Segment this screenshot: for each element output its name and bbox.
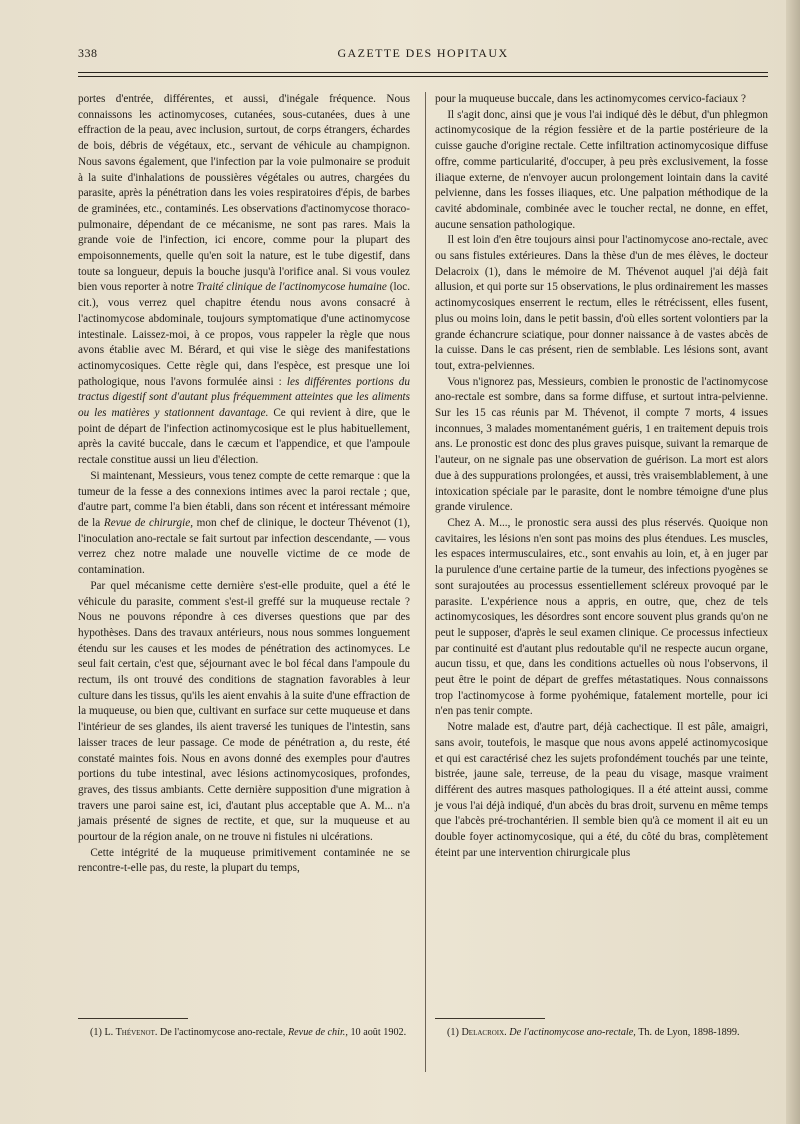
header-rule-thin (78, 76, 768, 77)
paragraph: Notre malade est, d'autre part, déjà cachectique. Il est pâle, amaigri, sans avoir, toutefois, le masque que nous avons appelé actinomycosique et qui est caractérisé chez les sujets profondément touchés par une teinte, bistrée, jaune sale, terreuse, de la peau du visage, masque vraiment différent des autres masques pathologiques. Il a été atteint aussi, comme je vous l'ai déjà indiqué, d'un abcès du bras droit, survenu en même temps que l'abcès pré-trochantérien. Il semble bien qu'à ce moment il ait eu un double foyer actinomycosique, qui a été, du côté du bras, complètement éteint par une intervention chirurgicale plus (435, 721, 768, 859)
paragraph: Par quel mécanisme cette dernière s'est-elle produite, quel a été le véhicule du parasite, comment s'est-il greffé sur la muqueuse rectale ? Nous ne pouvons répondre à ces diverses questions que par des hypothèses. Dans des travaux antérieurs, nous nous sommes longuement étendu sur les causes et les modes de pénétration des actinomyces. Le seul fait certain, c'est que, séjournant avec le bol fécal dans l'ampoule du rectum, ils ont trouvé des conditions de stagnation favorables à leur culture dans les tissus, qu'ils les aient envahis à la suite d'une effraction de la muqueuse, ou bien que, cultivant en surface sur cette muqueuse et dans l'intérieur de ses glandes, ils aient traversé les tuniques de l'intestin, sans laisser traces de leur passage. Ce mode de pénétration a, du reste, été constaté maintes fois. Nous en avons donné des exemples pour d'autres portions du tube intestinal, avec lésions actinomycosiques, profondes, graves, des tissus ambiants. Cette dernière supposition d'une migration à travers une paroi saine est, ici, d'autant plus acceptable que A. M... n'a jamais présenté de signes de rectite, et que, sur la muqueuse et au pourtour de la région anale, on ne trouve ni fistules ni ulcérations. (78, 579, 410, 844)
running-title: GAZETTE DES HOPITAUX (337, 46, 509, 60)
paragraph: Il s'agit donc, ainsi que je vous l'ai indiqué dès le début, d'un phlegmon actinomycosique de la région fessière et de la partie postérieure de la cuisse gauche d'origine rectale. Cette infiltration actinomycosique diffuse offre, comme particularité, d'occuper, à peu près exclusivement, la fosse iliaque externe, de n'envoyer aucun prolongement lointain dans la cavité pelvienne, dans les fosses iliaques, etc. Une palpation méthodique de la cavité abdominale, combinée avec le toucher rectal, ne donne, en effet, aucune sensation pathologique. (435, 108, 768, 231)
italic-title: Traité clinique de l'actinomycose humaine (196, 281, 387, 294)
paragraph: Chez A. M..., le pronostic sera aussi des plus réservés. Quoique non cavitaires, les lésions n'en sont pas moins des plus étendues. Les muscles, les espaces intermusculaires, etc., sont envahis au loin, et, à en juger par la purulence d'une certaine partie de la tumeur, des infections pyogènes se sont surajoutées au processus essentiellement scléreux provoqué par le parasite. L'expérience nous a appris, en outre, que, chez de tels actinomycosiques, les désordres sont encore souvent plus grands qu'on ne peut le supposer, d'après le seul examen clinique. Ce processus infectieux par continuité est d'autant plus redoutable qu'il ne respecte aucun organe, aucun tissu, et que, dans les conditions actuelles où nous l'observons, il peut être le point de départ de greffes métastatiques. Nous connaissons trop l'actinomycose à forme pyohémique, fatalement mortelle, pour ici n'en pas tenir compte. (435, 516, 768, 718)
column-divider (425, 92, 426, 1072)
footnote-rule-right (435, 1018, 545, 1019)
page-spine-shadow (786, 0, 800, 1124)
italic-journal: Revue de chirurgie, (103, 516, 194, 529)
paragraph: portes d'entrée, différentes, et aussi, d'inégale fréquence. Nous connaissons les actinomycoses, cutanées, sous-cutanées, dues à une effraction de la peau, avec inclusion, surtout, de corps étrangers, échardes de bois, débris de végétaux, etc., servant de véhicule au champignon. Nous savons également, que l'infection par la voie pulmonaire se produit à la suite d'inhalations de poussières végétales ou autres, chargées du parasite, après la pénétration dans les voies respiratoires d'épis, de barbes de graminées, etc., contaminés. Les observations d'actinomycose thoraco-pulmonaire, dépendant de ce mécanisme, ne sont pas rares. Mais la grande voie de l'infection, ici encore, comme pour la plupart des empoisonnements, quelle qu'en soit la nature, est le tube digestif, dans toute sa longueur, depuis la bouche jusqu'à l'orifice anal. Si vous voulez bien vous reporter à notre Traité clinique de l'actinomycose humaine (loc. cit.), vous verrez quel chapitre étendu nous avons consacré à l'actinomycose abdominale, toujours symptomatique d'une actinomycose intestinale. Laissez-moi, à ce propos, vous rappeler la règle que nous avons établie avec M. Bérard, et qui vise le siège des manifestations actinomycosiques. Cette règle qui, dans l'espèce, est presque une loi pathologique, nous l'avons formulée ainsi : les différentes portions du tractus digestif sont d'autant plus fréquemment atteintes que les aliments ou les matières y stationnent davantage. Ce qui revient à dire, que le point de départ de l'infection actinomycosique est le plus habituellement, après la cavité buccale, dans le cæcum et l'appendice, et que l'ampoule rectale constitue aussi un lieu d'élection. (78, 93, 410, 467)
page-number: 338 (78, 46, 98, 60)
paragraph: Il est loin d'en être toujours ainsi pour l'actinomycose ano-rectale, avec ou sans fistules extérieures. Dans la thèse d'un de mes élèves, le docteur Delacroix (1), dans le mémoire de M. Thévenot auquel j'ai déjà fait allusion, et qui porte sur 15 observations, le plus ordinairement les masses actinomycosiques enserrent le rectum, elles le rétrécissent, elles fusent, plus ou moins loin, dans le petit bassin, d'où elles sortent volontiers par la grande échancrure sciatique, pour donner naissance à de vastes abcès de la cuisse. Dans le cas présent, rien de semblable. Les lésions sont, avant tout, extra-pelviennes. (435, 234, 768, 372)
footnote-left: (1) L. Thévenot. De l'actinomycose ano-rectale, Revue de chir., 10 août 1902. (90, 1027, 407, 1038)
paragraph: Cette intégrité de la muqueuse primitivement contaminée ne se rencontre-t-elle pas, du reste, la plupart du temps, (78, 846, 410, 875)
paragraph: pour la muqueuse buccale, dans les actinomycomes cervico-faciaux ? (435, 93, 746, 105)
paragraph: Vous n'ignorez pas, Messieurs, combien le pronostic de l'actinomycose ano-rectale est sombre, dans sa forme diffuse, et surtout intra-pelvienne. Sur les 15 cas réunis par M. Thévenot, il compte 7 morts, 4 issues inconnues, 3 malades momentanément guéris, 1 en traitement depuis trois ans. Le pronostic est donc des plus graves puisque, suivant la remarque de l'auteur, on ne signale pas une observation de guérison. La mort est alors due à des suppurations prolongées, et aussi, très vraisemblablement, à une intoxication spéciale par le parasite, dont le nombre témoigne d'une plus grande virulence. (435, 375, 768, 514)
paragraph: Si maintenant, Messieurs, vous tenez compte de cette remarque : que la tumeur de la fesse a des connexions intimes avec la paroi rectale ; que, d'autre part, comme l'a bien établi, dans son récent et intéressant mémoire de la Revue de chirurgie, mon chef de clinique, le docteur Thévenot (1), l'inoculation ano-rectale se fait surtout par infection descendante, — vous verrez chez notre malade une nouvelle victime de ce mode de contamination. (78, 469, 411, 577)
right-column (435, 92, 768, 861)
footnote-right: (1) Delacroix. De l'actinomycose ano-rectale, Th. de Lyon, 1898-1899. (447, 1027, 740, 1038)
page-header (78, 46, 768, 68)
left-column (78, 92, 410, 877)
header-rule-thick (78, 72, 768, 73)
italic-rule: les différentes portions du tractus digestif sont d'autant plus fréquemment atteintes que les aliments ou les matières y stationnent davantage. (78, 375, 410, 420)
footnote-rule-left (78, 1018, 188, 1019)
